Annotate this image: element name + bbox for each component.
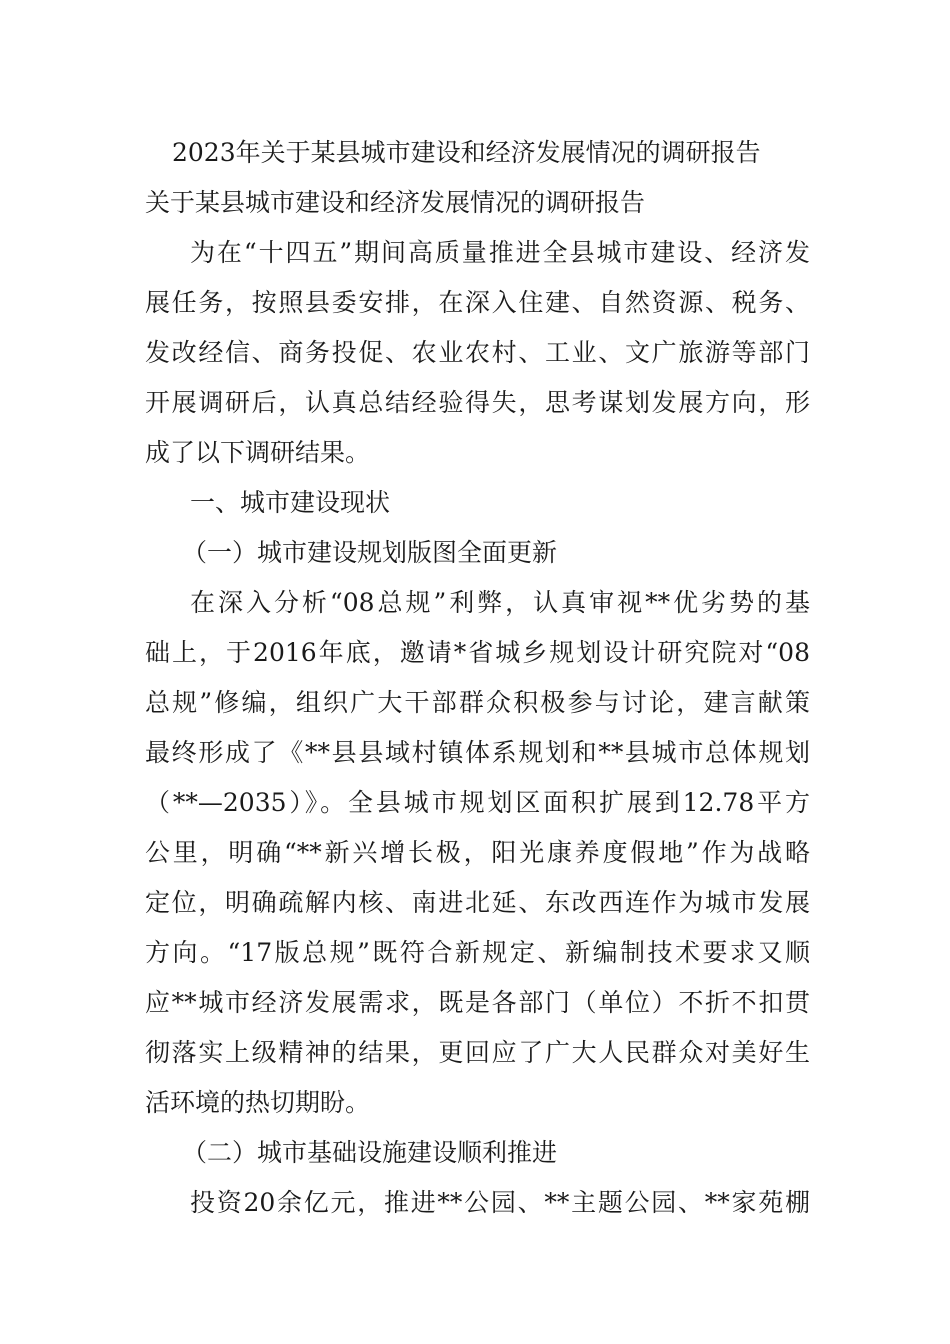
paragraph-line: 公里，明确“**新兴增长极，阳光康养度假地”作为战略 <box>145 838 810 867</box>
paragraph-line: 彻落实上级精神的结果，更回应了广大人民群众对美好生 <box>145 1038 810 1067</box>
paragraph-line: 为在“十四五”期间高质量推进全县城市建设、经济发 <box>190 238 810 267</box>
paragraph-line: 投资20余亿元，推进**公园、**主题公园、**家苑棚 <box>190 1188 810 1217</box>
paragraph-line: 展任务，按照县委安排，在深入住建、自然资源、税务、 <box>145 288 810 317</box>
paragraph-line: 成了以下调研结果。 <box>145 438 371 467</box>
paragraph-line: 应**城市经济发展需求，既是各部门（单位）不折不扣贯 <box>145 988 810 1017</box>
paragraph-line: 活环境的热切期盼。 <box>145 1088 371 1117</box>
paragraph-line: 方向。“17版总规”既符合新规定、新编制技术要求又顺 <box>145 938 810 967</box>
section-heading: 一、城市建设现状 <box>190 488 391 517</box>
paragraph-line: 最终形成了《**县县域村镇体系规划和**县城市总体规划 <box>145 738 810 767</box>
paragraph-line: （**—2035）》。全县城市规划区面积扩展到12.78平方 <box>145 788 810 817</box>
subsection-heading: （一）城市建设规划版图全面更新 <box>182 538 558 567</box>
paragraph-line: 础上，于2016年底，邀请*省城乡规划设计研究院对“08 <box>145 638 810 667</box>
document-subtitle: 关于某县城市建设和经济发展情况的调研报告 <box>145 188 646 217</box>
paragraph-line: 开展调研后，认真总结经验得失，思考谋划发展方向，形 <box>145 388 810 417</box>
paragraph-line: 发改经信、商务投促、农业农村、工业、文广旅游等部门 <box>145 338 810 367</box>
paragraph-line: 定位，明确疏解内核、南进北延、东改西连作为城市发展 <box>145 888 810 917</box>
subsection-heading: （二）城市基础设施建设顺利推进 <box>182 1138 558 1167</box>
paragraph-line: 总规”修编，组织广大干部群众积极参与讨论，建言献策 <box>145 688 810 717</box>
document-title: 2023年关于某县城市建设和经济发展情况的调研报告 <box>172 138 761 167</box>
paragraph-line: 在深入分析“08总规”利弊，认真审视**优劣势的基 <box>190 588 810 617</box>
